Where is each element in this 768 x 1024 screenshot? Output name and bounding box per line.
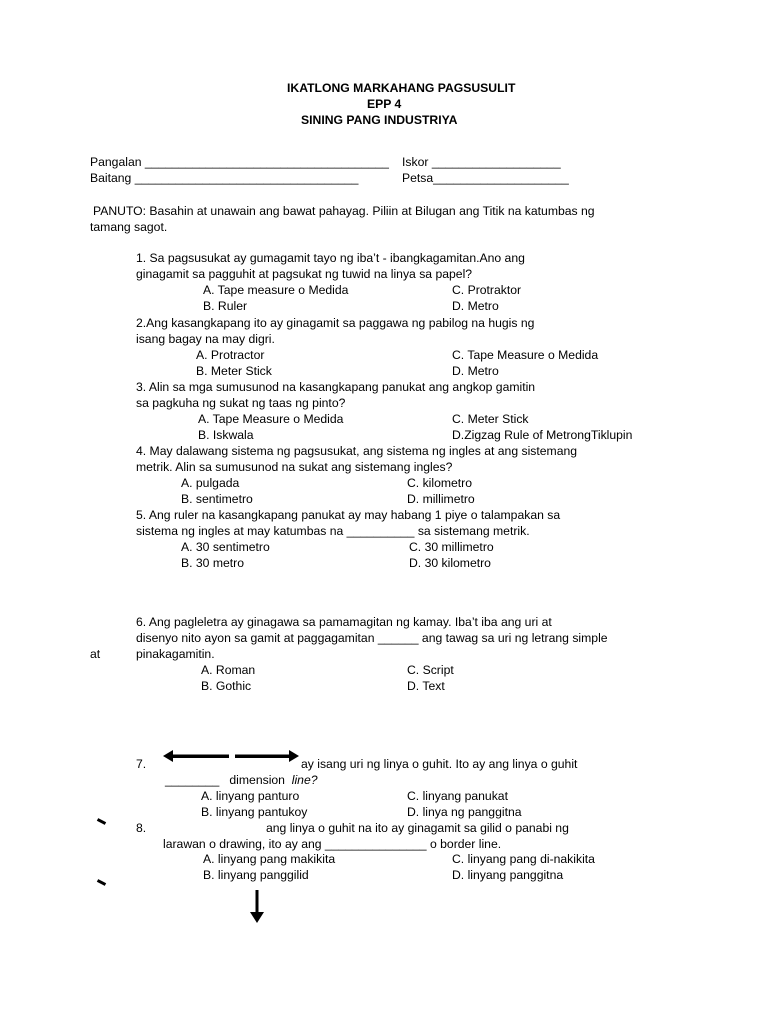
q4-line-2: metrik. Alin sa sumusunod na sukat ang sistemang ingles? [136, 460, 453, 474]
q7-number: 7. [136, 757, 147, 771]
q2-choice-d: D. Metro [452, 364, 499, 378]
q3-line-2: sa pagkuha ng sukat ng taas ng pinto? [136, 396, 346, 410]
q8-line-2: larawan o drawing, ito ay ang _______________ o border line. [163, 837, 502, 851]
q7-choice-d: D. linya ng panggitna [407, 805, 522, 819]
q5-choice-d: D. 30 kilometro [409, 556, 491, 570]
q3-choice-c: C. Meter Stick [452, 412, 529, 426]
q2-line-2: isang bagay na may digri. [136, 332, 275, 346]
name-label: Pangalan [90, 155, 142, 169]
q8-choice-c: C. linyang pang di-nakikita [452, 852, 595, 866]
q2-choice-a: A. Protractor [196, 348, 265, 362]
q7-line-1: ay isang uri ng linya o guhit. Ito ay ang linya o guhit [301, 757, 578, 771]
q1-choice-b: B. Ruler [203, 299, 248, 313]
grade-line: _________________________________ [134, 171, 359, 185]
q7-blank: ________ [165, 773, 220, 787]
q6-line-3: pinakagamitin. [136, 647, 215, 661]
q3-choice-a: A. Tape Measure o Medida [198, 412, 344, 426]
name-line: ____________________________________ [144, 155, 389, 169]
date-line: ____________________ [433, 171, 569, 185]
q6-choice-c: C. Script [407, 663, 454, 677]
score-line: ___________________ [431, 155, 561, 169]
q4-line-1: 4. May dalawang sistema ng pagsusukat, ang sistema ng ingles at ang sistemang [136, 444, 578, 458]
q5-choice-a: A. 30 sentimetro [181, 540, 270, 554]
q7-dimension-word: dimension [229, 773, 285, 787]
q7-choice-b: B. linyang pantukoy [201, 805, 308, 819]
q6-choice-d: D. Text [407, 679, 445, 693]
q5-choice-c: C. 30 millimetro [409, 540, 494, 554]
exam-title: IKATLONG MARKAHANG PAGSUSULIT [287, 81, 516, 95]
name-field [90, 154, 389, 170]
q7-line-word: line? [291, 773, 318, 787]
q7-line-2 [165, 772, 318, 788]
q6-line-1: 6. Ang pagleletra ay ginagawa sa pamamagitan ng kamay. Iba’t iba ang uri at [136, 615, 552, 629]
q1-choice-c: C. Protraktor [452, 283, 522, 297]
q2-choice-c: C. Tape Measure o Medida [452, 348, 599, 362]
q6-choice-b: B. Gothic [201, 679, 252, 693]
q1-line-1: 1. Sa pagsusukat ay gumagamit tayo ng iba’t - ibangkagamitan.Ano ang [136, 251, 525, 265]
tick-mark-1 [97, 818, 106, 825]
tick-mark-2 [97, 879, 106, 886]
q4-choice-b: B. sentimetro [181, 492, 253, 506]
q2-line-1: 2.Ang kasangkapang ito ay ginagamit sa paggawa ng pabilog na hugis ng [136, 316, 535, 330]
q1-choice-a: A. Tape measure o Medida [203, 283, 349, 297]
left-arrow-shaft [171, 755, 229, 759]
q7-choice-c: C. linyang panukat [407, 789, 508, 803]
date-label: Petsa [402, 171, 434, 185]
instructions-line-2: tamang sagot. [90, 220, 168, 234]
q2-choice-b: B. Meter Stick [196, 364, 272, 378]
score-field [402, 154, 561, 170]
right-arrowhead-icon [289, 750, 299, 762]
q5-line-2: sistema ng ingles at may katumbas na __________ sa sistemang metrik. [136, 524, 530, 538]
q8-choice-a: A. linyang pang makikita [203, 852, 336, 866]
q8-number: 8. [136, 821, 147, 835]
q8-choice-d: D. linyang panggitna [452, 868, 564, 882]
score-label: Iskor [402, 155, 429, 169]
q4-choice-c: C. kilometro [407, 476, 473, 490]
q5-choice-b: B. 30 metro [181, 556, 244, 570]
q1-line-2: ginagamit sa pagguhit at pagsukat ng tuwid na linya sa papel? [136, 267, 473, 281]
dimension-line-arrows [163, 748, 299, 768]
q3-choice-d: D.Zigzag Rule of MetrongTiklupin [452, 428, 633, 442]
strand-title: SINING PANG INDUSTRIYA [301, 113, 458, 127]
down-arrow-icon [250, 890, 264, 924]
q6-line-3-prefix: at [90, 647, 101, 661]
q5-line-1: 5. Ang ruler na kasangkapang panukat ay may habang 1 piye o talampakan sa [136, 508, 561, 522]
q1-choice-d: D. Metro [452, 299, 499, 313]
grade-label: Baitang [90, 171, 132, 185]
q8-line-1: ang linya o guhit na ito ay ginagamit sa gilid o panabi ng [266, 821, 569, 835]
subject-title: EPP 4 [367, 97, 402, 111]
q3-choice-b: B. Iskwala [198, 428, 254, 442]
q6-choice-a: A. Roman [201, 663, 256, 677]
right-arrow-shaft [235, 755, 291, 759]
date-field [402, 170, 569, 186]
q7-choice-a: A. linyang panturo [201, 789, 300, 803]
q3-line-1: 3. Alin sa mga sumusunod na kasangkapang panukat ang angkop gamitin [136, 380, 536, 394]
grade-field [90, 170, 358, 186]
q8-choice-b: B. linyang panggilid [203, 868, 309, 882]
q6-line-2: disenyo nito ayon sa gamit at paggagamitan ______ ang tawag sa uri ng letrang simple [136, 631, 608, 645]
q4-choice-a: A. pulgada [181, 476, 240, 490]
instructions-line-1: PANUTO: Basahin at unawain ang bawat pahayag. Piliin at Bilugan ang Titik na katumbas ng [93, 204, 595, 218]
q4-choice-d: D. millimetro [407, 492, 475, 506]
